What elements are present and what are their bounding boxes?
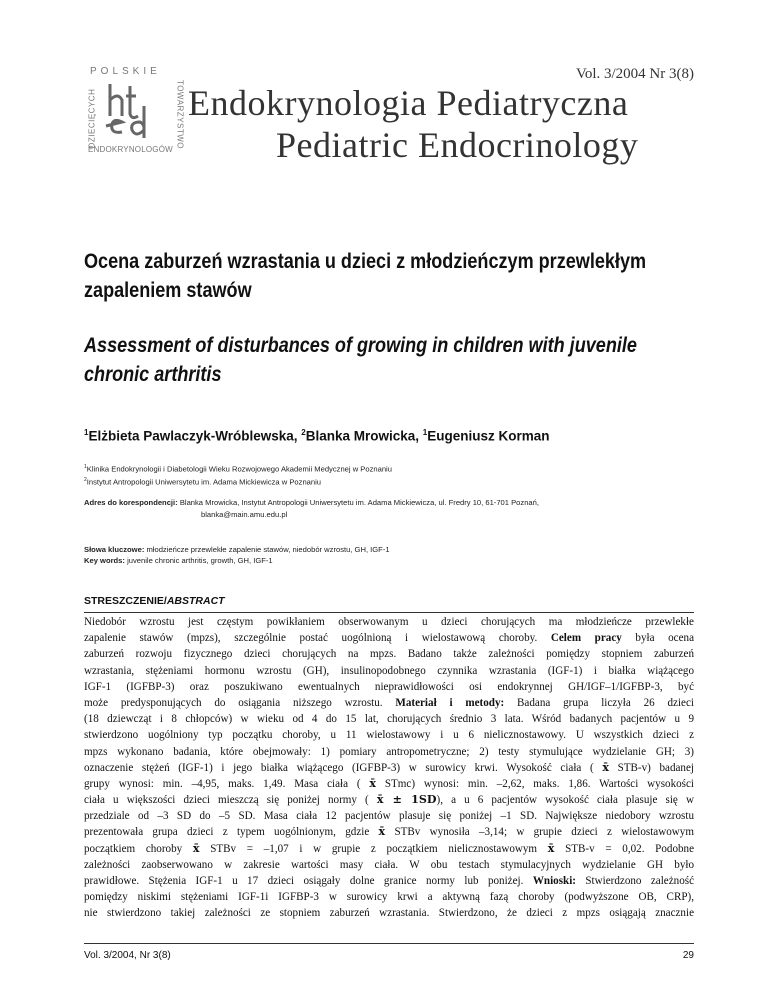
abstract-line [84,792,694,808]
page-number: 29 [682,950,694,961]
abstract-line [84,824,694,840]
abstract-line: zależności zaobserwowano w zakresie wartości masy ciała. W obu testach stymulacyjnych wydzielanie GH było [84,858,694,871]
correspondence-address [84,497,539,521]
keywords-en-label: Key words: [84,556,125,565]
xbar-symbol: x̄ [192,841,200,855]
xbar-symbol: x̄ [602,760,609,774]
logo-text-left: DZIECIĘCYCH [87,88,97,149]
xbar-sd-symbol: x̄ ± 1SD [376,793,437,807]
abstract-line: stwierdzono uogólniony typ początku choroby, u 11 wielostawowy i u 6 nielicznostawowy. U wszystkich dzieci z [84,729,694,742]
keywords-pl-label: Słowa kluczowe: [84,545,145,554]
abstract-line: (18 dziewcząt i 8 chłopców) w wieku od 4 do 15 lat, chorujących średnio 3 lata. Wśród badanych pacjentów u 9 [84,713,694,726]
author-affil-sup: 1 [422,428,428,437]
abstract-text: Stwierdzono zależność [575,875,694,887]
abstract-line: pomiędzy niskimi stężeniami IGF-1i IGFBP-3 w surowicy krwi a aktywną fazą choroby (podwyższone OB, CRP), [84,891,694,904]
abstract-text: ciała u większości dzieci mieszczą się poniżej normy ( [84,794,369,807]
abstract-text: prawidłowe. Stężenia IGF-1 u 17 dzieci osiągały dolne granice normy lub poniżej. [84,875,524,887]
abstract-text: była ocena [621,632,694,645]
abstract-methods-label: Materiał i metody: [395,696,505,709]
affiliation-text: Klinika Endokrynologii i Diabetologii Wieku Rozwojowego Akademii Medycznej w Poznaniu [86,464,392,474]
abstract-aim-label: Celem pracy [550,632,622,645]
abstract-line: mpzs wykonano badania, które obejmowały: 1) pomiary antropometryczne; 2) testy stymulujące wydzielanie GH; 3) [84,745,694,758]
article-title-pl: Ocena zaburzeń wzrastania u dzieci z młodzieńczym przewlekłym zapaleniem stawów [84,250,647,302]
abstract-text: STBv = –1,07 i w grupie z początkiem nielicznostawowym [199,842,548,855]
author-list [84,428,550,444]
affiliation-line [84,462,392,475]
abstract-line: nie stwierdzono takiej zależności ze stopniem zaburzeń wzrastania. Stwierdzono, że dzieci z mpzs osiągają znacznie [84,907,694,920]
affiliations [84,462,392,487]
journal-title-pl: Endokrynologia Pediatryczna [188,83,629,123]
abstract-line [84,776,694,792]
author-affil-sup: 1 [84,428,89,437]
keywords-pl: młodzieńcze przewlekłe zapalenie stawów, niedobór wzrostu, GH, IGF-1 [146,545,390,554]
author-name: Eugeniusz Korman [427,428,550,444]
abstract-text: prezentowała grupa dzieci z typem uogólnionym, gdzie [84,826,370,839]
affiliation-sup: 2 [84,476,87,483]
xbar-symbol: x̄ [369,776,377,790]
abstract-line [84,873,694,889]
abstract-heading-pl: STRESZCZENIE/ [84,595,167,607]
abstract-line [84,760,694,776]
abstract-text: grupy wynosi: min. –4,95, maks. 1,49. Masa ciała ( [84,777,361,790]
correspondence-label: Adres do korespondencji: [84,498,178,507]
abstract-line: Niedobór wzrostu jest częstym powikłaniem obserwowanym u dzieci chorujących ma młodzieńcze przewlekłe [84,616,694,628]
abstract-line: IGF-1 (IGFBP-3) oraz poszukiwano ewentualnych nieprawidłowości osi endokrynnej GH/IGF–1/IGFBP-3, być [84,680,694,693]
footer-divider [84,943,694,944]
abstract-heading-en: ABSTRACT [166,595,225,607]
journal-title-en: Pediatric Endocrinology [276,125,639,165]
abstract-line [84,841,694,857]
logo-mark-icon [100,80,156,142]
journal-logo [86,66,185,158]
logo-text-bottom: ENDOKRYNOLOGÓW [88,145,173,154]
article-title-en: Assessment of disturbances of growing in children with juvenile chronic arthritis [84,334,637,386]
footer-volume: Vol. 3/2004, Nr 3(8) [84,950,171,961]
abstract-conclusions-label: Wnioski: [532,875,576,887]
correspondence-email[interactable]: blanka@main.amu.edu.pl [201,510,288,519]
abstract-line [84,630,694,646]
abstract-heading [84,595,694,613]
abstract-text: Badana grupa liczyła 26 dzieci [504,696,694,709]
abstract-text: STmc) wynosi: min. –2,62, maks. 1,86. Wartości wysokości [376,777,694,790]
logo-text-right: TOWARZYSTWO [175,79,185,150]
abstract-text: oznaczenie stężeń (IGF-1) i jego białka wiążącego (IGFBP-3) w surowicy krwi. Wysokość ciała ( [84,761,594,774]
affiliation-text: Instytut Antropologii Uniwersytetu im. Adama Mickiewicza w Poznaniu [86,477,322,487]
xbar-symbol: x̄ [378,825,386,839]
abstract-line: zaburzeń rozwoju fizycznego dzieci chorujących na mpzs. Badano także zależności pomiędzy stopniem zaburzeń [84,648,694,661]
author-name: Elżbieta Pawlaczyk-Wróblewska, [88,428,302,444]
abstract-text: może predysponujących do osiągania niższego wzrostu. [84,696,383,709]
keywords-en: juvenile chronic arthritis, growth, GH, IGF-1 [127,556,273,565]
abstract-text: STB-v = 0,02. Podobne [554,842,695,855]
abstract-line: przedziale od –3 SD do –5 SD. Masa ciała 12 pacjentów plasuje się poniżej –1 SD. Największe niedobory wzrostu [84,810,694,823]
volume-header: Vol. 3/2004 Nr 3(8) [575,66,694,82]
abstract-text: początkiem choroby [84,842,183,855]
affiliation-sup: 1 [84,464,87,470]
abstract-text: STBv wynosiła –3,14; w grupie dzieci z wielostawowym [385,826,694,839]
correspondence-line1: Blanka Mrowicka, Instytut Antropologii Uniwersytetu im. Adama Mickiewicza, ul. Fredry 10, 61-701 Poznań, [179,498,539,507]
keywords-block [84,544,390,566]
abstract-text: STB-v) badanej [608,761,694,774]
abstract-line [84,695,694,711]
abstract-text: ), a u 6 pacjentów wysokość ciała plasuje się w [436,794,694,807]
author-affil-sup: 2 [301,428,306,437]
affiliation-line [84,475,392,488]
author-name: Blanka Mrowicka, [305,428,423,444]
logo-text-top: POLSKIE [90,66,161,77]
abstract-body [84,614,694,922]
xbar-symbol: x̄ [547,841,555,855]
abstract-line: wzrastania, stężeniami hormonu wzrostu (GH), insulinopodobnego czynnika wzrastania (IGF-1) i białka wiążącego [84,664,694,677]
abstract-text: zapalenie stawów (mpzs), szczególnie postać uogólnioną i wielostawową choroby. [84,632,538,645]
